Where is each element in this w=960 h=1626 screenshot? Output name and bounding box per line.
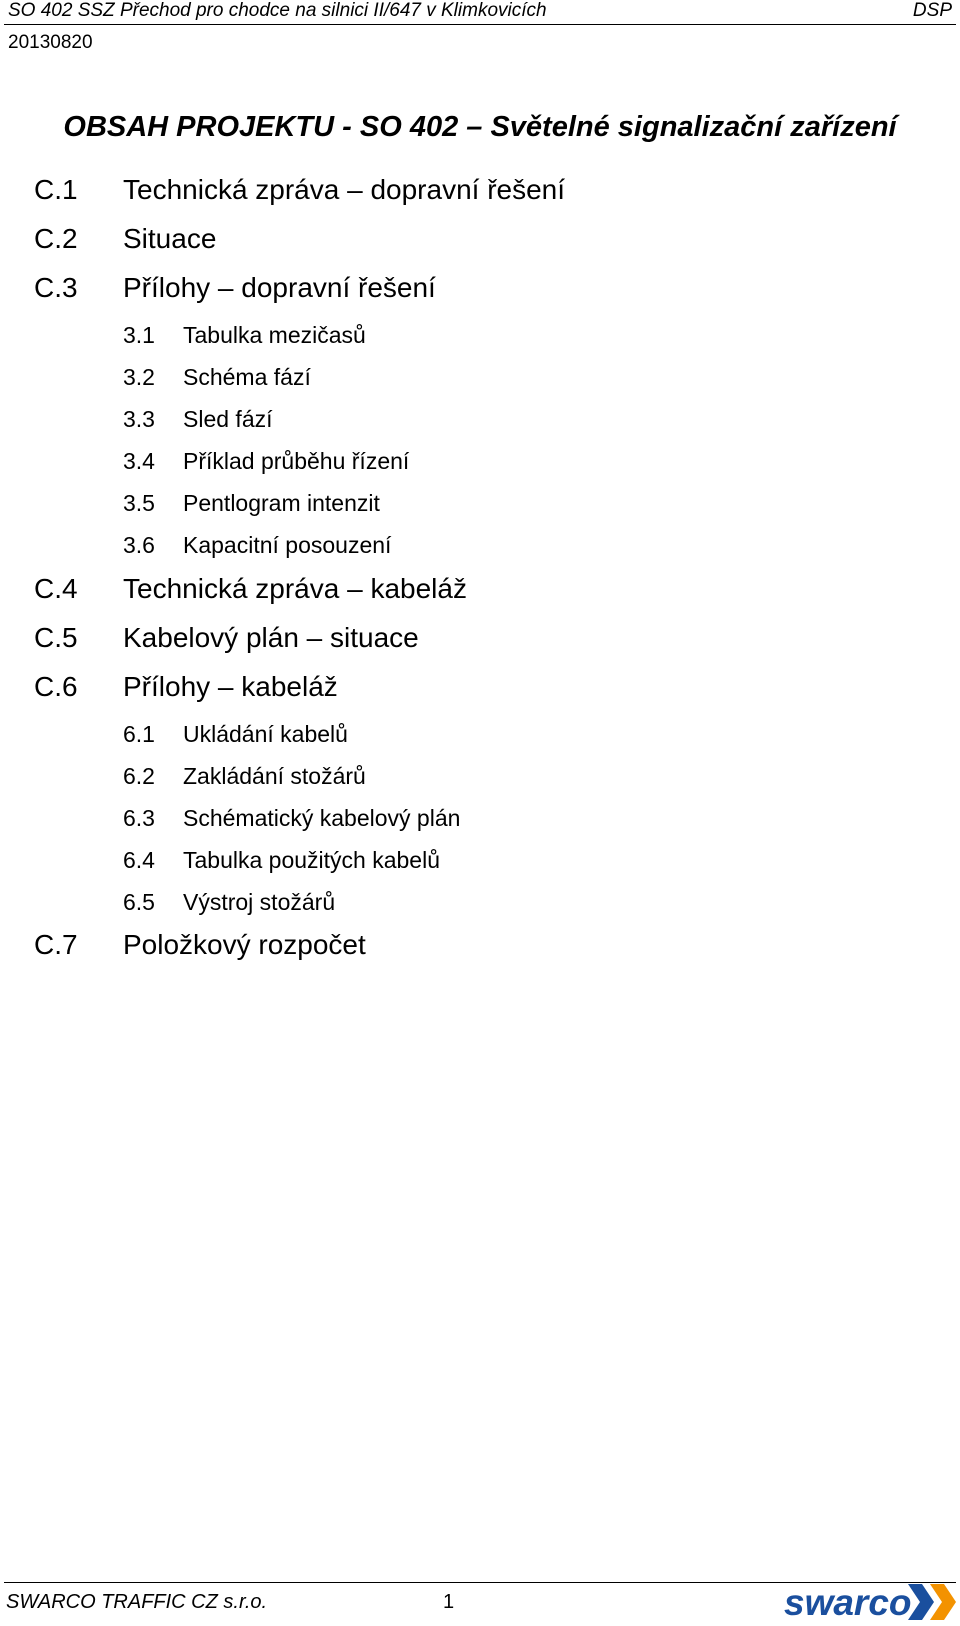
toc-label: Zakládání stožárů — [183, 763, 366, 789]
toc-label: Situace — [123, 223, 217, 254]
header-divider — [4, 24, 956, 25]
toc-number: 6.2 — [123, 763, 155, 789]
toc-label: Kapacitní posouzení — [183, 532, 392, 558]
toc-number: C.2 — [34, 223, 78, 254]
toc-label: Příklad průběhu řízení — [183, 448, 410, 474]
toc-label: Sled fází — [183, 406, 273, 432]
toc-number: 6.5 — [123, 889, 155, 915]
toc-label: Schématický kabelový plán — [183, 805, 461, 831]
header-date: 20130820 — [8, 32, 93, 53]
footer-company: SWARCO TRAFFIC CZ s.r.o. — [6, 1591, 268, 1613]
toc-number: 6.3 — [123, 805, 155, 831]
toc-label: Technická zpráva – dopravní řešení — [123, 174, 566, 205]
toc-label: Tabulka mezičasů — [183, 322, 366, 348]
toc-number: 3.4 — [123, 448, 155, 474]
toc-label: Tabulka použitých kabelů — [183, 847, 440, 873]
logo-wordmark: swarco — [784, 1582, 912, 1623]
toc-label: Ukládání kabelů — [183, 721, 348, 747]
toc-number: C.1 — [34, 174, 78, 205]
toc-number: C.3 — [34, 272, 78, 303]
toc-label: Položkový rozpočet — [123, 929, 366, 960]
toc-label: Technická zpráva – kabeláž — [123, 573, 467, 604]
toc-label: Pentlogram intenzit — [183, 490, 380, 516]
toc-number: 3.2 — [123, 364, 155, 390]
toc-number: 3.1 — [123, 322, 155, 348]
toc-label: Schéma fází — [183, 364, 311, 390]
swarco-logo — [784, 1581, 956, 1623]
toc-number: 6.4 — [123, 847, 155, 873]
toc-number: C.6 — [34, 671, 78, 702]
toc-number: C.5 — [34, 622, 78, 653]
toc-label: Přílohy – dopravní řešení — [123, 272, 436, 303]
page-number: 1 — [443, 1591, 455, 1613]
header-title: SO 402 SSZ Přechod pro chodce na silnici II/647 v Klimkovicích — [8, 0, 547, 21]
toc-number: C.7 — [34, 929, 78, 960]
toc-number: 3.5 — [123, 490, 155, 516]
toc-number: 6.1 — [123, 721, 155, 747]
toc-label: Přílohy – kabeláž — [123, 671, 338, 702]
toc-label: Kabelový plán – situace — [123, 622, 419, 653]
page-title: OBSAH PROJEKTU - SO 402 – Světelné signalizační zařízení — [63, 111, 897, 143]
document-stage-code: DSP — [912, 0, 952, 21]
toc-number: 3.6 — [123, 532, 155, 558]
toc-number: C.4 — [34, 573, 78, 604]
toc-number: 3.3 — [123, 406, 155, 432]
toc-label: Výstroj stožárů — [183, 889, 336, 915]
logo-chevron-icon — [908, 1584, 956, 1620]
